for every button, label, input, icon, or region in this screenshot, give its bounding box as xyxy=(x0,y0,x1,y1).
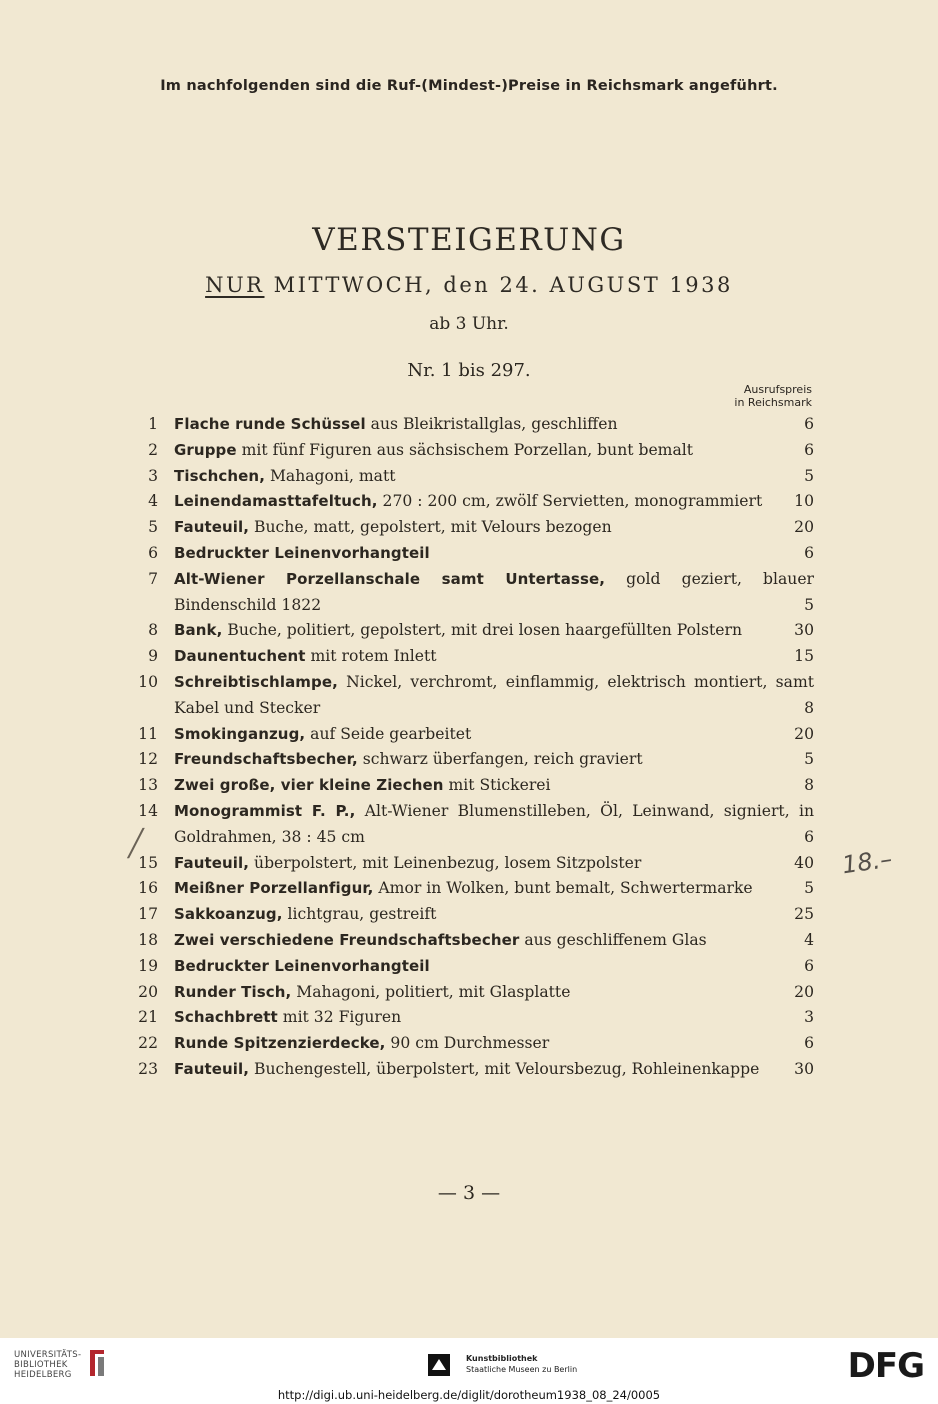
lot-title: Runde Spitzenzierdecke, xyxy=(174,1034,386,1053)
lot-details: gold geziert, blauer Bindenschild 1822 xyxy=(174,569,814,614)
lot-price: 15 xyxy=(786,644,814,670)
lot-number: 19 xyxy=(138,956,158,975)
lot-price: 6 xyxy=(796,825,814,851)
date-underlined-word: NUR xyxy=(205,273,265,297)
lot-price: 5 xyxy=(796,876,814,902)
pencil-checkmark-icon: ╱ xyxy=(128,829,144,859)
uni-line-3: HEIDELBERG xyxy=(14,1370,72,1380)
lot-price: 5 xyxy=(796,593,814,619)
lot-description xyxy=(174,670,814,722)
lot-price: 8 xyxy=(796,773,814,799)
kunstbibliothek-logo-icon xyxy=(428,1354,450,1376)
source-url[interactable]: http://digi.ub.uni-heidelberg.de/diglit/dorotheum1938_08_24/0005 xyxy=(277,1388,661,1402)
lot-title: Freundschaftsbecher, xyxy=(174,750,358,769)
lot-description xyxy=(174,747,814,773)
lot-details: auf Seide gearbeitet xyxy=(305,724,472,743)
lot-item xyxy=(128,644,814,670)
lot-title: Zwei große, vier kleine Ziechen xyxy=(174,776,444,795)
university-library-label xyxy=(14,1350,81,1380)
lot-price: 8 xyxy=(796,696,814,722)
lot-title: Fauteuil, xyxy=(174,1059,250,1078)
lot-item xyxy=(128,489,814,515)
lot-details: aus Bleikristallglas, geschliffen xyxy=(365,415,618,433)
lot-details: Alt-Wiener Blumenstilleben, Öl, Leinwand, signiert, in Goldrahmen, 38 : 45 cm xyxy=(174,801,814,846)
lot-details: Buche, matt, gepolstert, mit Velours bezogen xyxy=(249,518,612,537)
lot-number: 22 xyxy=(138,1034,158,1053)
lot-number: 15 xyxy=(138,853,158,872)
lot-item xyxy=(128,464,814,490)
auction-title: VERSTEIGERUNG xyxy=(312,222,626,258)
lot-title: Daunentuchent xyxy=(174,647,306,666)
lot-number: 12 xyxy=(138,750,158,769)
auction-date xyxy=(0,273,938,297)
lot-item xyxy=(128,618,814,644)
lot-details: mit rotem Inlett xyxy=(305,647,437,666)
lot-title: Schreibtischlampe, xyxy=(174,672,338,691)
lot-description xyxy=(174,876,814,902)
lot-price: 6 xyxy=(796,541,814,567)
lot-price: 30 xyxy=(786,618,814,644)
lot-description xyxy=(174,644,814,670)
lot-description xyxy=(174,773,814,799)
lot-title: Flache runde Schüssel xyxy=(174,415,366,433)
lot-item xyxy=(128,438,814,464)
lot-price: 6 xyxy=(796,1031,814,1057)
lot-price: 25 xyxy=(786,902,814,928)
university-logo-icon xyxy=(86,1348,108,1378)
kb-title: Kunstbibliothek xyxy=(466,1354,538,1363)
dfg-logo: DFG xyxy=(847,1346,924,1386)
lot-number: 6 xyxy=(148,543,158,562)
lot-number: 3 xyxy=(148,466,158,485)
kunstbibliothek-label xyxy=(466,1353,577,1375)
lot-item xyxy=(128,773,814,799)
lot-price: 30 xyxy=(786,1057,814,1083)
lot-description xyxy=(174,412,814,438)
lot-number: 14 xyxy=(138,801,158,820)
lot-number: 18 xyxy=(138,930,158,949)
lot-price: 6 xyxy=(796,954,814,980)
lot-price: 40 xyxy=(786,851,814,877)
lot-number: 17 xyxy=(138,905,158,924)
lot-item xyxy=(128,722,814,748)
lot-details: schwarz überfangen, reich graviert xyxy=(357,750,643,769)
lot-details: Mahagoni, matt xyxy=(265,466,396,485)
lot-price: 20 xyxy=(786,515,814,541)
page-number: — 3 — xyxy=(437,1182,501,1204)
lot-item xyxy=(128,747,814,773)
lot-item xyxy=(128,876,814,902)
lot-title: Gruppe xyxy=(174,440,237,459)
lot-number: 21 xyxy=(138,1008,158,1027)
lot-number: 13 xyxy=(138,776,158,795)
lot-item xyxy=(128,515,814,541)
lot-price: 20 xyxy=(786,980,814,1006)
price-header-line-1: Ausrufspreis xyxy=(743,383,812,396)
lot-number: 2 xyxy=(148,440,158,459)
lot-price: 10 xyxy=(786,489,814,515)
lot-number: 16 xyxy=(138,879,158,898)
lot-title: Smokinganzug, xyxy=(174,724,306,743)
lot-description xyxy=(174,618,814,644)
lot-title: Alt-Wiener Porzellanschale samt Untertasse, xyxy=(174,569,606,588)
lot-number: 20 xyxy=(138,982,158,1001)
lot-price: 6 xyxy=(796,438,814,464)
lot-description xyxy=(174,464,814,490)
lot-title: Sakkoanzug, xyxy=(174,905,283,924)
lot-number: 11 xyxy=(138,724,158,743)
lot-description xyxy=(174,980,814,1006)
auction-time: ab 3 Uhr. xyxy=(429,314,509,334)
lot-details: Amor in Wolken, bunt bemalt, Schwertermarke xyxy=(373,879,753,898)
lot-title: Fauteuil, xyxy=(174,853,250,872)
lot-price: 5 xyxy=(796,747,814,773)
lot-description xyxy=(174,1057,814,1083)
lot-description xyxy=(174,1031,814,1057)
uni-line-2: BIBLIOTHEK xyxy=(14,1360,68,1370)
lot-details: Nickel, verchromt, einflammig, elektrisch montiert, samt Kabel und Stecker xyxy=(174,672,814,717)
lot-item xyxy=(128,1031,814,1057)
lot-item xyxy=(128,1005,814,1031)
price-notice: Im nachfolgenden sind die Ruf-(Mindest-)Preise in Reichsmark angeführt. xyxy=(160,78,778,94)
lot-title: Leinendamasttafeltuch, xyxy=(174,492,378,511)
lot-details: Buchengestell, überpolstert, mit Veloursbezug, Rohleinenkappe xyxy=(249,1059,760,1078)
lot-range: Nr. 1 bis 297. xyxy=(407,360,531,381)
lot-title: Monogrammist F. P., xyxy=(174,801,356,820)
lot-item xyxy=(128,412,814,438)
lot-title: Meißner Porzellanfigur, xyxy=(174,879,374,898)
lot-details: mit 32 Figuren xyxy=(277,1008,402,1027)
lot-number: 9 xyxy=(148,647,158,666)
lot-number: 4 xyxy=(148,492,158,511)
lot-details: lichtgrau, gestreift xyxy=(282,905,437,924)
lot-description xyxy=(174,799,814,851)
lot-description xyxy=(174,567,814,619)
lot-list xyxy=(128,412,814,1083)
lot-title: Schachbrett xyxy=(174,1008,278,1027)
lot-item xyxy=(128,954,814,980)
lot-description xyxy=(174,438,814,464)
lot-description xyxy=(174,928,814,954)
lot-description xyxy=(174,954,814,980)
handwritten-note: 18.– xyxy=(840,844,894,880)
lot-title: Zwei verschiedene Freundschaftsbecher xyxy=(174,930,520,949)
digitization-footer xyxy=(0,1338,938,1404)
lot-title: Bedruckter Leinenvorhangteil xyxy=(174,956,430,975)
lot-description xyxy=(174,722,814,748)
lot-price: 3 xyxy=(796,1005,814,1031)
lot-item xyxy=(128,851,814,877)
lot-price: 4 xyxy=(796,928,814,954)
lot-details: überpolstert, mit Leinenbezug, losem Sitzpolster xyxy=(249,853,642,872)
lot-item xyxy=(128,928,814,954)
lot-number: 8 xyxy=(148,621,158,640)
lot-title: Fauteuil, xyxy=(174,518,250,537)
lot-item xyxy=(128,799,814,851)
lot-details: 270 : 200 cm, zwölf Servietten, monogrammiert xyxy=(377,492,763,511)
date-text: MITTWOCH, den 24. AUGUST 1938 xyxy=(264,273,733,297)
lot-price: 5 xyxy=(796,464,814,490)
lot-item xyxy=(128,1057,814,1083)
lot-details: 90 cm Durchmesser xyxy=(385,1034,550,1053)
lot-description xyxy=(174,489,814,515)
lot-number: 1 xyxy=(148,415,158,433)
lot-item xyxy=(128,902,814,928)
lot-title: Bedruckter Leinenvorhangteil xyxy=(174,543,430,562)
lot-number: 10 xyxy=(138,672,158,691)
lot-item xyxy=(128,541,814,567)
lot-description xyxy=(174,515,814,541)
lot-title: Bank, xyxy=(174,621,223,640)
lot-description xyxy=(174,851,814,877)
lot-title: Tischchen, xyxy=(174,466,265,485)
lot-number: 7 xyxy=(148,569,158,588)
lot-description xyxy=(174,541,814,567)
lot-details: mit Stickerei xyxy=(443,776,551,795)
lot-details: mit fünf Figuren aus sächsischem Porzellan, bunt bemalt xyxy=(236,440,694,459)
lot-details: Buche, politiert, gepolstert, mit drei losen haargefüllten Polstern xyxy=(222,621,742,640)
lot-item xyxy=(128,670,814,722)
lot-details: aus geschliffenem Glas xyxy=(519,930,707,949)
lot-description xyxy=(174,902,814,928)
lot-description xyxy=(174,1005,814,1031)
lot-item xyxy=(128,980,814,1006)
lot-item xyxy=(128,567,814,619)
lot-details: Mahagoni, politiert, mit Glasplatte xyxy=(291,982,571,1001)
price-header-line-2: in Reichsmark xyxy=(734,396,812,409)
lot-title: Runder Tisch, xyxy=(174,982,292,1001)
lot-number: 5 xyxy=(148,518,158,537)
kb-subtitle: Staatliche Museen zu Berlin xyxy=(466,1365,578,1374)
lot-price: 20 xyxy=(786,722,814,748)
price-column-header xyxy=(734,383,812,409)
lot-price: 6 xyxy=(796,412,814,438)
lot-number: 23 xyxy=(138,1059,158,1078)
uni-line-1: UNIVERSITÄTS- xyxy=(14,1350,82,1360)
